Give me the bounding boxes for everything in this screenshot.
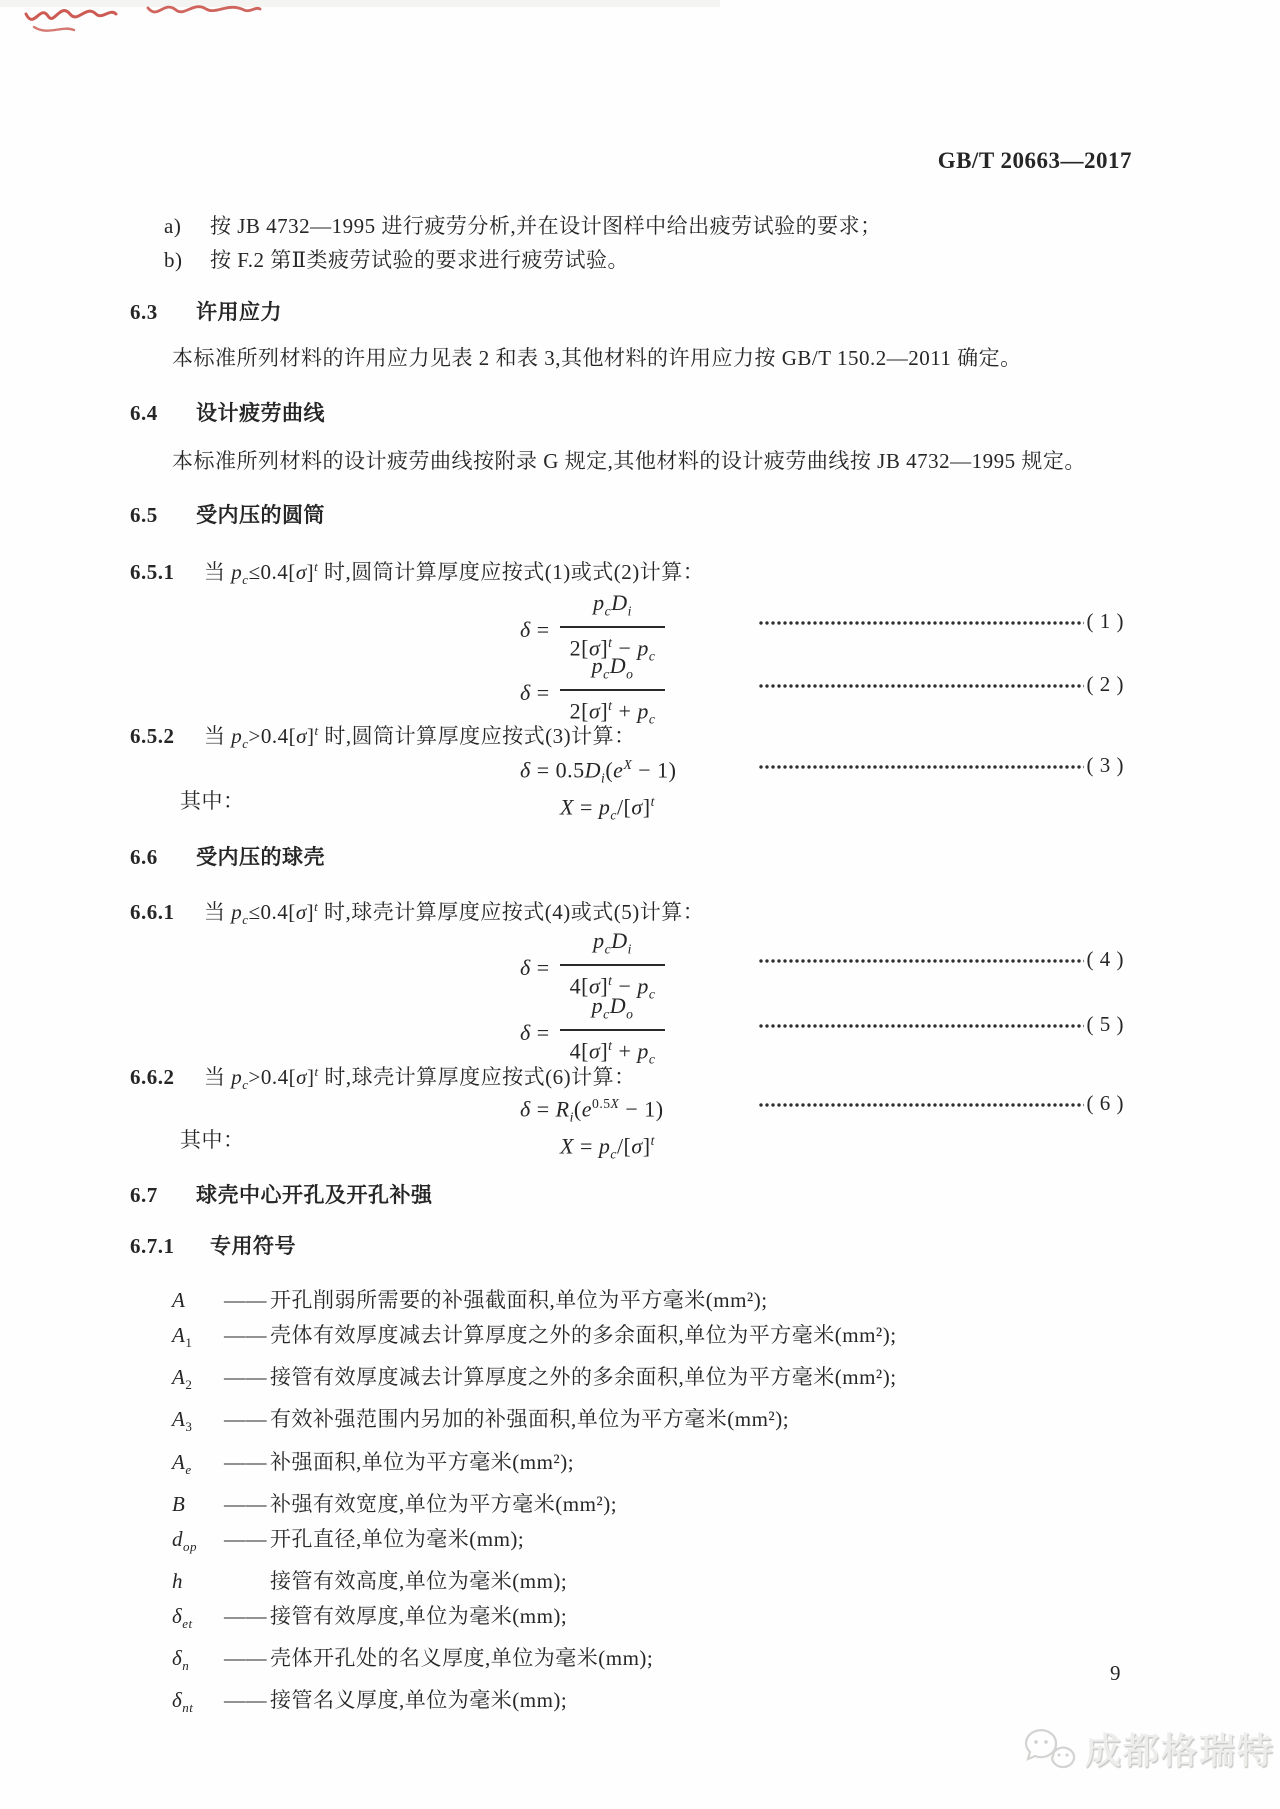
standard-code: GB/T 20663—2017	[937, 148, 1132, 173]
heading-6-3: 6.3 许用应力	[130, 300, 282, 324]
symbol-row: $A_3$ —— 有效补强范围内另加的补强面积,单位为平方毫米(mm²);	[172, 1407, 790, 1435]
list-item-b-label: b)	[164, 248, 183, 272]
heading-6-6: 6.6 受内压的球壳	[130, 845, 325, 869]
clause-6-5-2: 6.5.2 当 $p_c>0.4[\sigma]^t$ 时,圆筒计算厚度应按式(3)计算：	[130, 723, 636, 752]
formula-4: δ = $\frac{p_cD_i}{4[\sigma]^t - p_c}$	[520, 928, 665, 1008]
formula-1: δ = $\frac{p_cD_i}{2[\sigma]^t - p_c}$	[520, 590, 665, 670]
symbol-row: $A_e$ —— 补强面积,单位为平方毫米(mm²);	[172, 1449, 575, 1477]
red-pen-marks-icon	[0, 0, 280, 46]
formula-3-leader: ( 3 )	[758, 753, 1124, 777]
watermark	[1022, 1726, 1275, 1774]
formula-6-leader: ( 6 )	[758, 1091, 1124, 1115]
heading-6-5: 6.5 受内压的圆筒	[130, 503, 325, 527]
heading-6-7-1: 6.7.1 专用符号	[130, 1234, 296, 1258]
symbol-row: $\delta_n$ —— 壳体开孔处的名义厚度,单位为毫米(mm);	[172, 1646, 654, 1674]
dot-leader	[758, 764, 1084, 770]
symbol-row: A —— 开孔削弱所需要的补强截面积,单位为平方毫米(mm²);	[172, 1288, 768, 1312]
symbol-row: $A_1$ —— 壳体有效厚度减去计算厚度之外的多余面积,单位为平方毫米(mm²);	[172, 1323, 897, 1351]
formula-6: $\delta = R_i(e^{0.5X} - 1)$	[520, 1096, 664, 1125]
where-label-2: 其中：	[180, 1128, 245, 1152]
formula-1-leader: ( 1 )	[758, 609, 1124, 633]
formula-2-leader: ( 2 )	[758, 672, 1124, 696]
symbol-row: $\delta_{nt}$ —— 接管名义厚度,单位为毫米(mm);	[172, 1688, 568, 1716]
formula-5: δ = $\frac{p_cD_o}{4[\sigma]^t + p_c}$	[520, 993, 665, 1073]
dot-leader	[758, 1023, 1084, 1029]
x-definition-1: $X = p_c/[\sigma]^t$	[560, 794, 655, 823]
symbol-row: h 接管有效高度,单位为毫米(mm);	[172, 1568, 568, 1593]
dot-leader	[758, 683, 1084, 689]
list-item-a-text: 按 JB 4732—1995 进行疲劳分析,并在设计图样中给出疲劳试验的要求；	[210, 214, 882, 238]
where-label-1: 其中：	[180, 789, 245, 813]
list-item-b-text: 按 F.2 第Ⅱ类疲劳试验的要求进行疲劳试验。	[210, 248, 630, 272]
dot-leader	[758, 620, 1084, 626]
symbol-row: $\delta_{et}$ —— 接管有效厚度,单位为毫米(mm);	[172, 1603, 568, 1632]
clause-6-6-2: 6.6.2 当 $p_c>0.4[\sigma]^t$ 时,球壳计算厚度应按式(6)计算：	[130, 1064, 636, 1093]
formula-4-leader: ( 4 )	[758, 947, 1124, 971]
watermark-text: 成都格瑞特	[1085, 1729, 1276, 1771]
clause-6-5-1: 6.5.1 当 $p_c\le 0.4[\sigma]^t$ 时,圆筒计算厚度应按式(1)或式(2)计算：	[130, 559, 705, 588]
formula-5-leader: ( 5 )	[758, 1012, 1124, 1036]
symbol-row: $A_2$ —— 接管有效厚度减去计算厚度之外的多余面积,单位为平方毫米(mm²);	[172, 1365, 897, 1393]
heading-6-7: 6.7 球壳中心开孔及开孔补强	[130, 1183, 433, 1207]
symbol-list	[172, 1283, 897, 1726]
dot-leader	[758, 1102, 1084, 1108]
paragraph-6-3: 本标准所列材料的许用应力见表 2 和表 3,其他材料的许用应力按 GB/T 150.2—2011 确定。	[172, 346, 1022, 370]
dot-leader	[758, 958, 1084, 964]
symbol-row: B —— 补强有效宽度,单位为平方毫米(mm²);	[172, 1491, 618, 1516]
list-item-a-label: a)	[164, 214, 182, 238]
formula-3: $\delta = 0.5D_i(e^X - 1)$	[520, 757, 677, 786]
list-item-b	[164, 247, 629, 274]
clause-6-6-1: 6.6.1 当 $p_c\le 0.4[\sigma]^t$ 时,球壳计算厚度应按式(4)或式(5)计算：	[130, 899, 705, 928]
list-item-a	[164, 213, 882, 240]
paragraph-6-4: 本标准所列材料的设计疲劳曲线按附录 G 规定,其他材料的设计疲劳曲线按 JB 4732—1995 规定。	[172, 449, 1086, 473]
symbol-row: $d_{op}$ —— 开孔直径,单位为毫米(mm);	[172, 1526, 525, 1554]
heading-6-4: 6.4 设计疲劳曲线	[130, 401, 325, 425]
formula-2: δ = $\frac{p_cD_o}{2[\sigma]^t + p_c}$	[520, 653, 665, 733]
x-definition-2: $X = p_c/[\sigma]^t$	[560, 1133, 655, 1162]
page-number: 9	[1110, 1661, 1121, 1685]
wechat-icon	[1022, 1726, 1078, 1774]
